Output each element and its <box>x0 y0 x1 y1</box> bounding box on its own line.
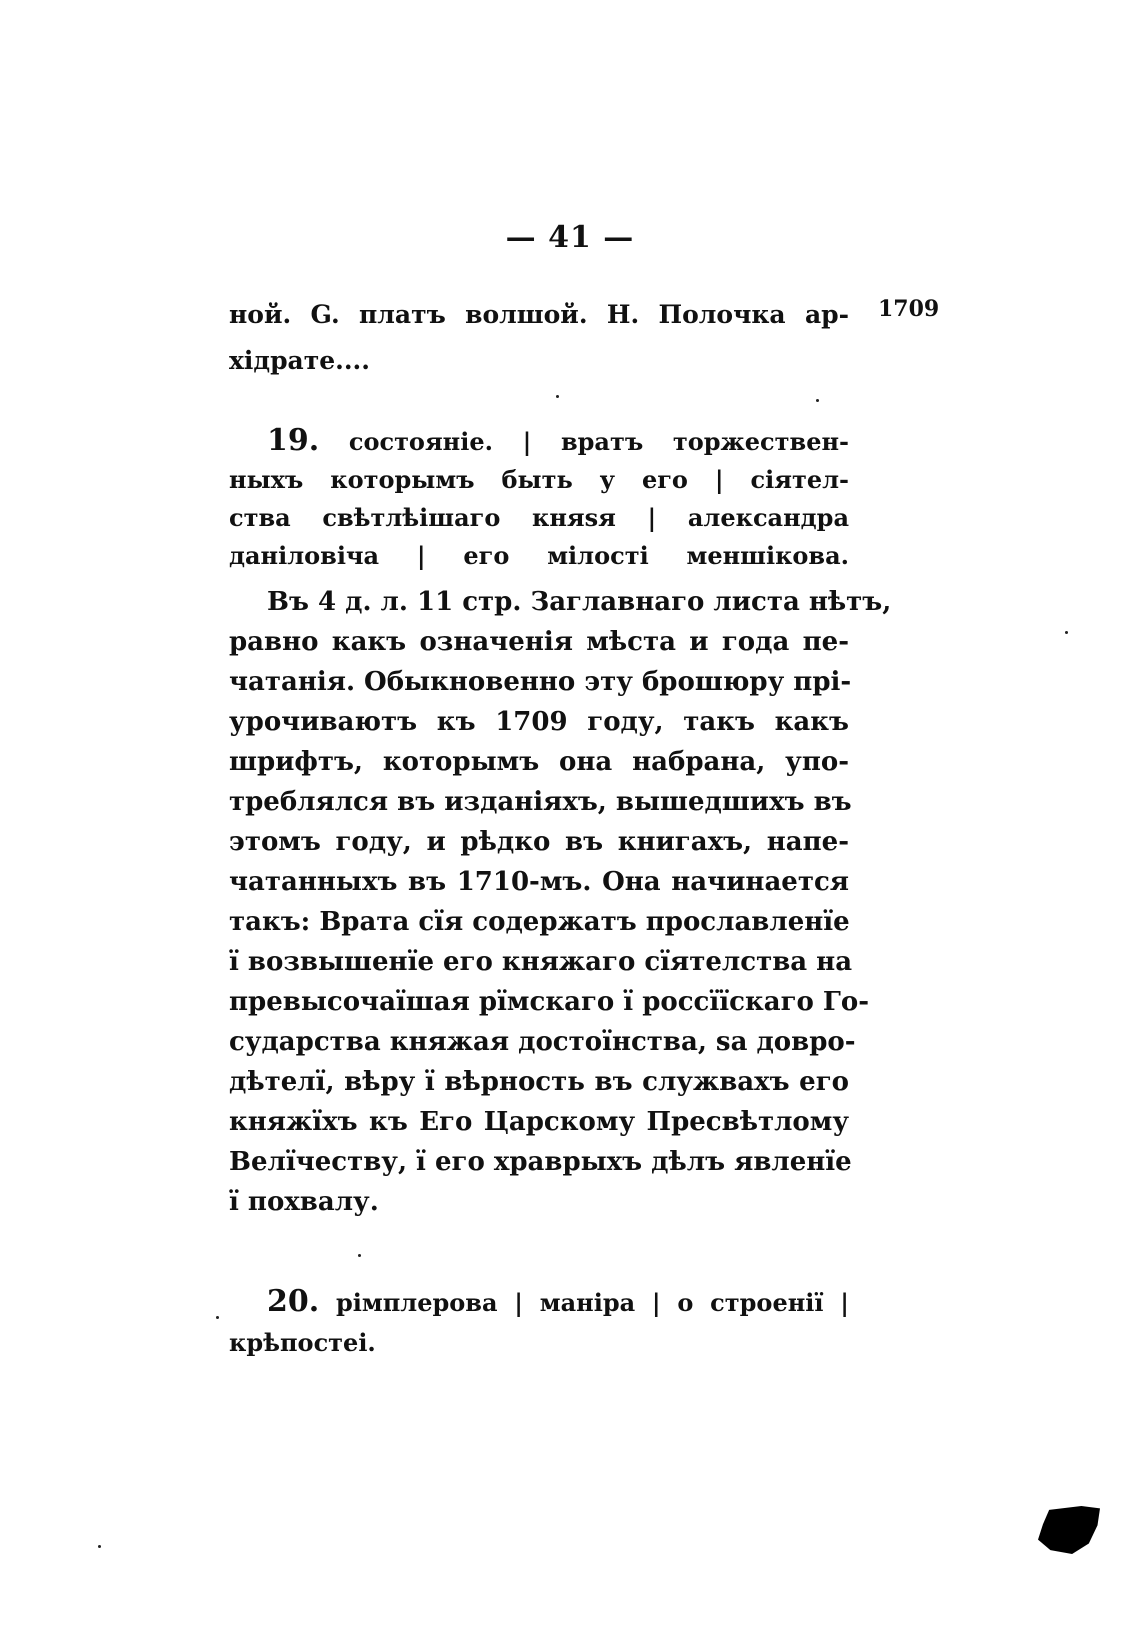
entry-number: 20. <box>267 1284 320 1319</box>
text-line: ї возвышенїе его княжаго сїятелства на <box>229 947 853 977</box>
text-line: состояніе. | вратъ торжествен- <box>348 427 849 456</box>
text-line: Велїчеству, ї его храврыхъ дѣлъ явленїе <box>229 1147 852 1177</box>
text-line: ства свѣтлѣішаго княѕя | александра <box>229 503 849 532</box>
page-number: — 41 — <box>505 220 635 255</box>
text-line: ныхъ которымъ быть у его | сіятел- <box>229 465 849 494</box>
text-line: Въ 4 д. л. 11 стр. Заглавнаго листа нѣтъ, <box>267 587 892 617</box>
scan-speck <box>358 1254 361 1257</box>
text-line: рімплерова | маніра | о строенії | <box>335 1288 850 1317</box>
ink-blot <box>1038 1506 1100 1554</box>
catalog-entry-19 <box>229 422 849 575</box>
text-line: шрифтъ, которымъ она набрана, упо- <box>229 747 849 777</box>
scan-speck <box>98 1545 101 1548</box>
entry-first-line <box>229 422 849 461</box>
text-line: крѣпостеі. <box>229 1328 376 1357</box>
text-line: такъ: Врата сїя содержатъ прославленїе <box>229 907 850 937</box>
catalog-entry-20 <box>229 1282 849 1363</box>
scan-speck <box>556 395 559 398</box>
text-line: дѣтелї, вѣру ї вѣрность въ служвахъ его <box>229 1067 849 1097</box>
scan-speck <box>816 399 819 402</box>
text-line: превысочаїшая рїмскаго ї россїїскаго Го- <box>229 987 870 1017</box>
text-line: даніловіча | его мілості меншікова. <box>229 541 849 570</box>
text-line: хідрате.... <box>229 346 370 375</box>
scan-speck <box>216 1316 219 1319</box>
text-line: ї похвалу. <box>229 1187 379 1217</box>
entry-first-line <box>229 1282 849 1323</box>
margin-year-note: 1709 <box>878 296 940 322</box>
text-line: урочиваютъ къ 1709 году, такъ какъ <box>229 707 849 737</box>
continuation-paragraph <box>229 292 849 384</box>
text-line: чатанныхъ въ 1710-мъ. Она начинается <box>229 867 849 897</box>
scan-speck <box>1065 631 1068 634</box>
text-line: сударства княжая достоїнства, ѕа довро- <box>229 1027 856 1057</box>
text-line: княжїхъ къ Его Царскому Пресвѣтлому <box>229 1107 849 1137</box>
text-line: этомъ году, и рѣдко въ книгахъ, напе- <box>229 827 849 857</box>
entry-number: 19. <box>267 423 320 458</box>
text-line: равно какъ означенія мѣста и года пе- <box>229 627 849 657</box>
text-line: треблялся въ изданіяхъ, вышедшихъ въ <box>229 787 852 817</box>
entry-19-description <box>229 582 892 1222</box>
text-line: чатанія. Обыкновенно эту брошюру прі- <box>229 667 852 697</box>
text-line: ной. G. платъ волшой. Н. Полочка ар- <box>229 300 849 329</box>
